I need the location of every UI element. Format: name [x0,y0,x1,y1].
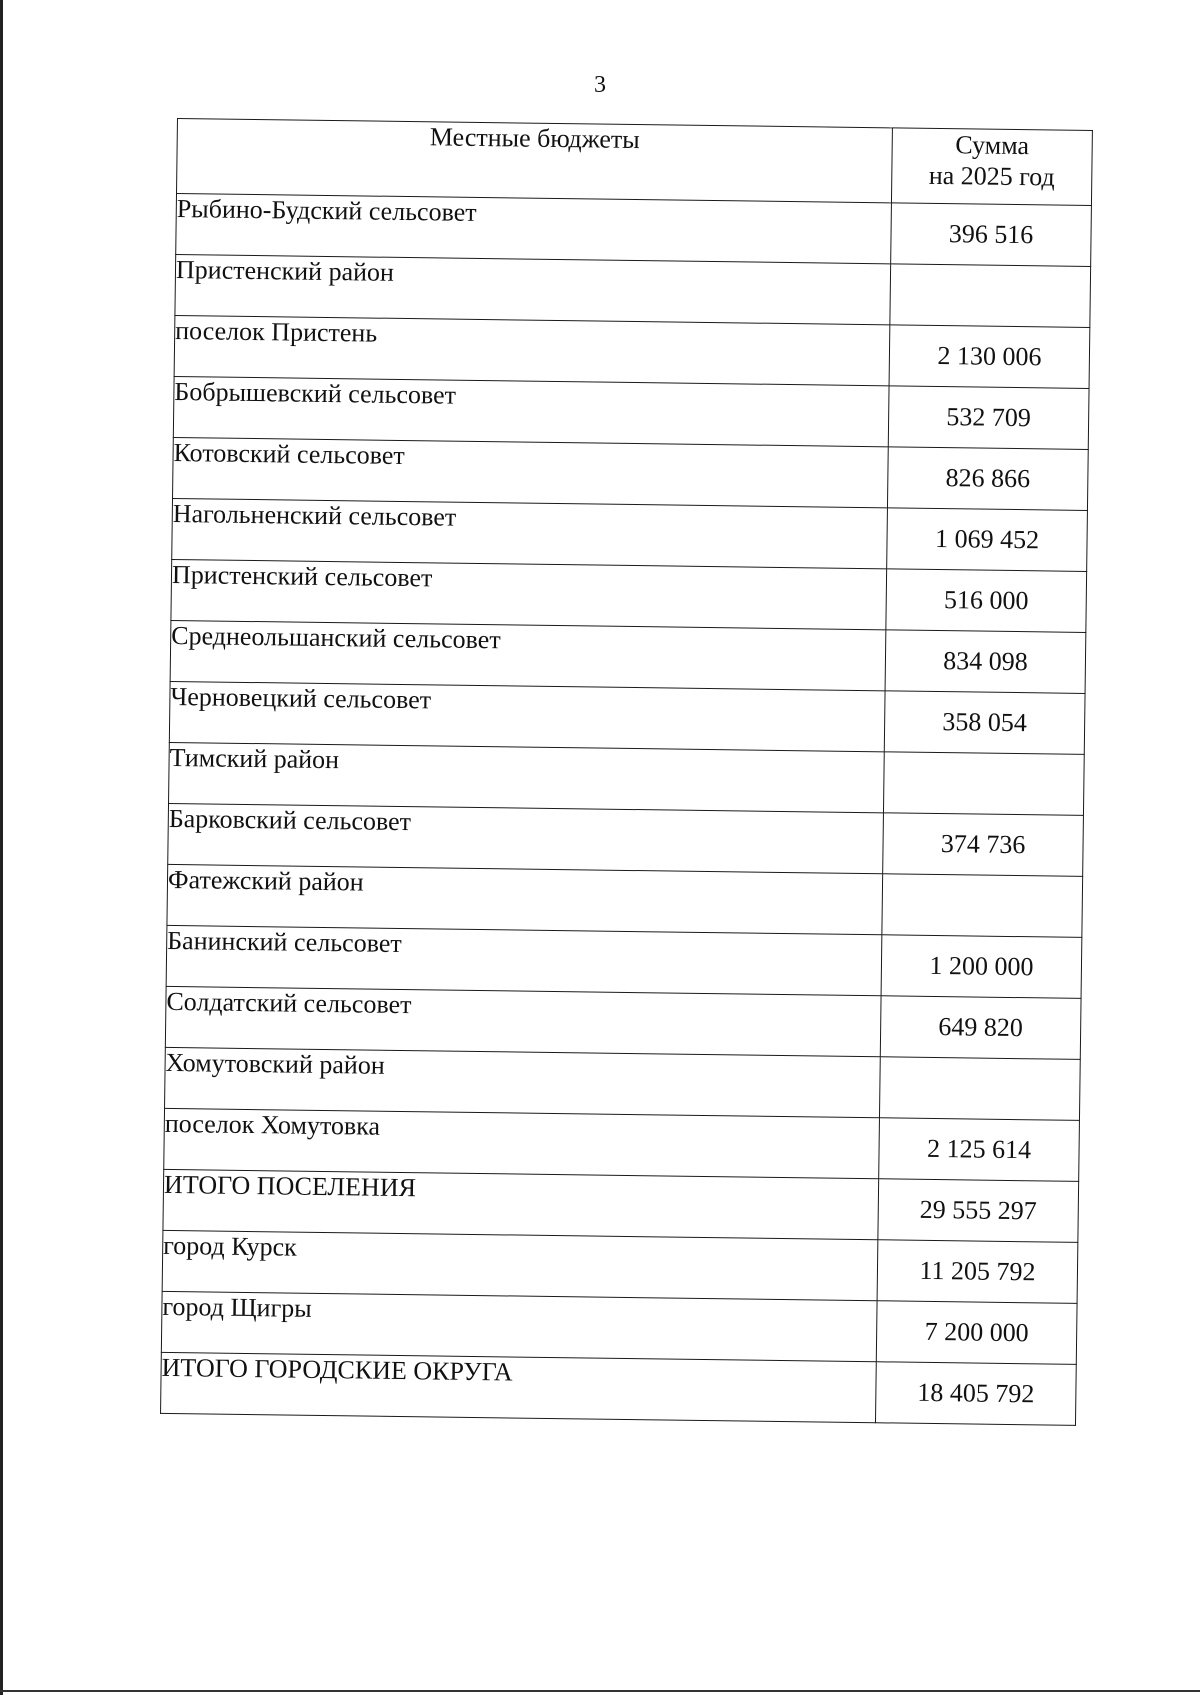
row-sum [883,752,1084,816]
row-sum: 29 555 297 [878,1179,1079,1243]
row-sum: 1 200 000 [881,935,1082,999]
row-name: Солдатский сельсовет [165,986,881,1056]
row-name: ИТОГО ПОСЕЛЕНИЯ [163,1169,879,1239]
row-name: ИТОГО ГОРОДСКИЕ ОКРУГА [161,1352,877,1422]
row-sum: 834 098 [885,630,1086,694]
row-sum: 374 736 [883,813,1084,877]
row-sum: 11 205 792 [877,1240,1078,1304]
row-sum [882,874,1083,938]
header-local-budgets: Местные бюджеты [177,119,893,203]
row-sum: 396 516 [891,203,1092,267]
row-name: Черновецкий сельсовет [169,681,885,751]
row-name: Пристенский район [175,254,891,324]
row-sum: 649 820 [880,996,1081,1060]
table-row [161,1352,1077,1425]
row-sum: 2 130 006 [889,325,1090,389]
row-sum: 18 405 792 [875,1362,1076,1426]
row-sum: 2 125 614 [879,1118,1080,1182]
row-sum: 516 000 [886,569,1087,633]
row-sum [879,1057,1080,1121]
scan-edge-left [0,0,3,1695]
row-name: город Щигры [161,1291,877,1361]
budget-table [160,118,1093,1426]
row-sum: 1 069 452 [887,508,1088,572]
table-header-row [177,119,1093,206]
row-name: Бобрышевский сельсовет [173,376,889,446]
header-sum-line2: на 2025 год [928,160,1055,192]
row-name: Котовский сельсовет [173,437,889,507]
row-name: Среднеольшанский сельсовет [170,620,886,690]
row-name: Барковский сельсовет [168,803,884,873]
row-sum: 532 709 [888,386,1089,450]
page-number: 3 [594,72,606,98]
row-name: поселок Пристень [174,315,890,385]
row-name: Нагольненский сельсовет [172,498,888,568]
row-name: город Курск [162,1230,878,1300]
row-name: поселок Хомутовка [164,1108,880,1178]
table-body [161,194,1092,1426]
row-name: Банинский сельсовет [166,925,882,995]
scan-edge-bottom [0,1690,1200,1692]
row-name: Рыбино-Будский сельсовет [176,194,892,264]
row-name: Фатежский район [167,864,883,934]
row-name: Тимский район [169,742,885,812]
row-sum [890,264,1091,328]
row-name: Хомутовский район [165,1047,881,1117]
header-sum-line1: Сумма [955,130,1030,161]
row-sum: 826 866 [887,447,1088,511]
row-sum: 7 200 000 [876,1301,1077,1365]
header-sum [891,128,1092,206]
row-sum: 358 054 [884,691,1085,755]
row-name: Пристенский сельсовет [171,559,887,629]
